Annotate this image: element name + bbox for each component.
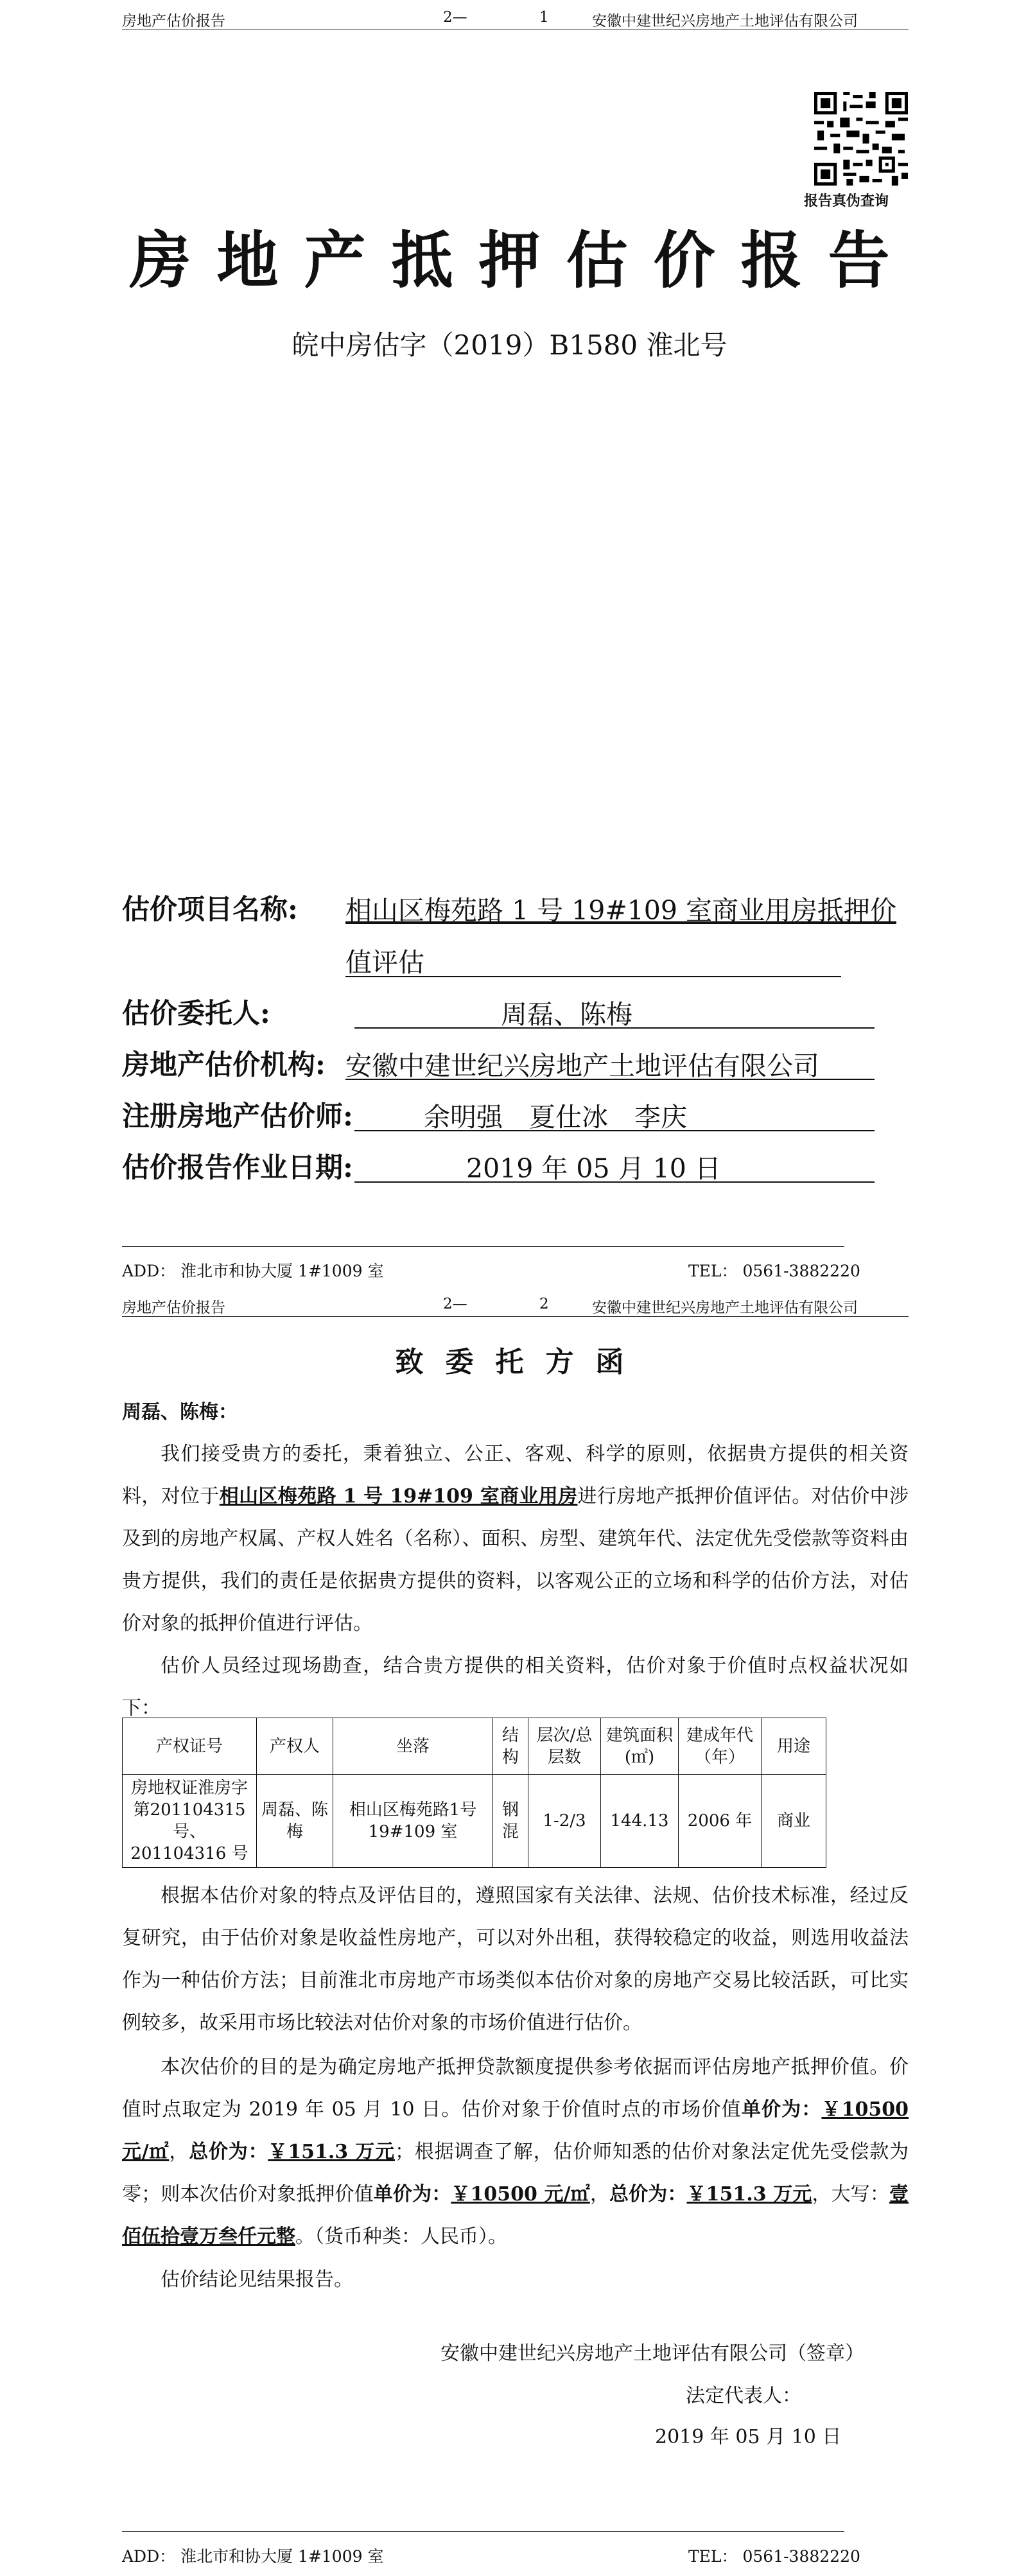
letter-title: 致委托方函: [395, 1346, 646, 1379]
header-center: 2—: [443, 1296, 467, 1312]
table-header: 产权人: [257, 1718, 333, 1775]
header-right: 安徽中建世纪兴房地产土地评估有限公司: [592, 13, 858, 30]
footer-tel: TEL： 0561-3882220: [688, 1262, 860, 1280]
table-cell: 钢混: [493, 1775, 528, 1868]
footer-rule: [122, 2531, 844, 2532]
table-header: 用途: [762, 1718, 826, 1775]
report-date-value: 2019 年 05 月 10 日: [466, 1153, 721, 1184]
client-label: 估价委托人:: [122, 998, 270, 1030]
project-name-value: 相山区梅苑路 1 号 19#109 室商业用房抵押价: [345, 895, 896, 926]
property-table: [122, 1718, 826, 1868]
underline: [354, 1181, 875, 1183]
underline: [345, 1079, 875, 1080]
table-header: 建筑面积(㎡): [601, 1718, 679, 1775]
table-header: 层次/总层数: [528, 1718, 601, 1775]
client-value: 周磊、陈梅: [501, 999, 632, 1030]
underline: [354, 1027, 875, 1029]
project-name-value-line2: 值评估: [345, 947, 424, 978]
appraiser-value: 余明强 夏仕冰 李庆: [424, 1102, 687, 1133]
table-cell: 相山区梅苑路1号19#109 室: [333, 1775, 493, 1868]
header-rule: [122, 1316, 909, 1317]
letter-paragraph-1: 我们接受贵方的委托，秉着独立、公正、客观、科学的原则，依据贵方提供的相关资料，对位于相山区梅苑路 1 号 19#109 室商业用房进行房地产抵押价值评估。对估价中涉及到的房地产权属、产权人姓名（名称）、面积、房型、建筑年代、法定优先受偿款等资料由贵方提供，我们的责任是依据贵方提供的资料，以客观公正的立场和科学的估价方法，对估价对象的抵押价值进行评估。: [122, 1443, 909, 1635]
signature-date: 2019 年 05 月 10 日: [655, 2426, 842, 2448]
underline: [354, 1130, 875, 1131]
table-cell: 周磊、陈梅: [257, 1775, 333, 1868]
table-row: [123, 1775, 826, 1868]
table-cell: 房地权证淮房字第201104315 号、201104316 号: [123, 1775, 257, 1868]
header-center: 2—: [443, 9, 467, 26]
table-header-row: [123, 1718, 826, 1775]
table-cell: 1-2/3: [528, 1775, 601, 1868]
letter-paragraph-4: 本次估价的目的是为确定房地产抵押贷款额度提供参考依据而评估房地产抵押价值。价值时点取定为 2019 年 05 月 10 日。估价对象于价值时点的市场价值单价为：￥10500 元/㎡，总价为：￥151.3 万元；根据调查了解，估价师知悉的估价对象法定优先受偿款为零；则本次估价对象抵押价值单价为：￥10500 元/㎡，总价为：￥151.3 万元，大写：壹佰伍拾壹万叁仟元整。（货币种类：人民币）。: [122, 2056, 909, 2248]
table-header: 产权证号: [123, 1718, 257, 1775]
project-name-label: 估价项目名称:: [122, 894, 298, 926]
qr-caption: 报告真伪查询: [804, 193, 889, 209]
footer-tel: TEL： 0561-3882220: [688, 2547, 860, 2566]
report-date-label: 估价报告作业日期:: [122, 1152, 353, 1184]
table-header: 结构: [493, 1718, 528, 1775]
table-header: 坐落: [333, 1718, 493, 1775]
letter-paragraph-2: 估价人员经过现场勘查，结合贵方提供的相关资料，估价对象于价值时点权益状况如下：: [122, 1655, 909, 1719]
header-page-number: 1: [539, 9, 549, 26]
header-left: 房地产估价报告: [122, 13, 225, 30]
header-right: 安徽中建世纪兴房地产土地评估有限公司: [592, 1300, 858, 1316]
document-number: 皖中房估字（2019）B1580 淮北号: [292, 329, 727, 361]
agency-label: 房地产估价机构:: [122, 1049, 326, 1081]
agency-value: 安徽中建世纪兴房地产土地评估有限公司: [345, 1050, 819, 1081]
table-header: 建成年代（年）: [679, 1718, 762, 1775]
table-cell: 2006 年: [679, 1775, 762, 1868]
letter-paragraph-3: 根据本估价对象的特点及评估目的，遵照国家有关法律、法规、估价技术标准，经过反复研究，由于估价对象是收益性房地产，可以对外出租，获得较稳定的收益，则选用收益法作为一种估价方法；目前淮北市房地产市场类似本估价对象的房地产交易比较活跃，可比实例较多，故采用市场比较法对估价对象的市场价值进行估价。: [122, 1884, 909, 2034]
table-cell: 商业: [762, 1775, 826, 1868]
letter-paragraph-5: 估价结论见结果报告。: [161, 2268, 353, 2291]
header-page-number: 2: [539, 1296, 549, 1312]
signature-company: 安徽中建世纪兴房地产土地评估有限公司（签章）: [440, 2342, 864, 2365]
footer-address: ADD： 淮北市和协大厦 1#1009 室: [122, 1262, 384, 1280]
appraiser-label: 注册房地产估价师:: [122, 1101, 353, 1133]
header-left: 房地产估价报告: [122, 1300, 225, 1316]
qr-code-icon[interactable]: [814, 92, 908, 186]
footer-rule: [122, 1246, 844, 1247]
footer-address: ADD： 淮北市和协大厦 1#1009 室: [122, 2547, 384, 2566]
salutation: 周磊、陈梅：: [122, 1401, 238, 1423]
signature-representative: 法定代表人：: [686, 2385, 801, 2407]
table-cell: 144.13: [601, 1775, 679, 1868]
underline: [345, 976, 841, 977]
report-title: 房地产抵押估价报告: [129, 224, 916, 297]
